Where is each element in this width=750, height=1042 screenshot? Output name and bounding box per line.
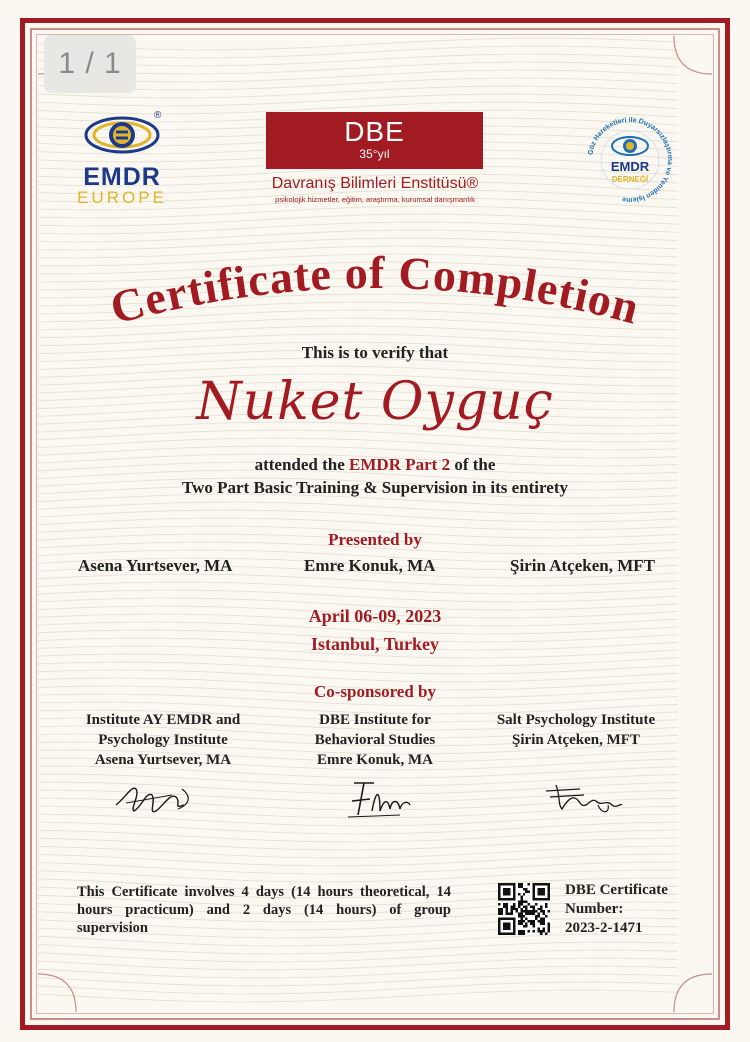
svg-text:Certificate of Completion: Certificate of Completion [105,250,646,334]
signature-2 [340,775,430,825]
sponsor-2-line-1: DBE Institute for [319,712,431,728]
svg-text:EMDR: EMDR [610,159,650,174]
cosponsored-heading: Co-sponsored by [313,682,437,701]
cert-number-label-2: Number: [565,901,624,917]
training-date: April 06-09, 2023 [308,606,442,626]
sponsor-1-line-1: Institute AY EMDR and [85,712,241,728]
registered-mark: ® [154,110,162,121]
sponsor-1-line-2: Psychology Institute [98,732,228,748]
attended-line [0,455,750,475]
certificate-note: This Certificate involves 4 days (14 hours theoretical, 14 hours practicum) and 2 days (14 hours) of group supervision [77,884,451,936]
recipient-name: Nuket Oyguç [196,372,554,432]
svg-text:Göz Hareketleri ile Duyarsızla: Göz Hareketleri ile Duyarsızlaştırma ve Yeniden İşleme [587,116,674,204]
signature-1 [112,775,202,825]
svg-text:DERNEĞİ: DERNEĞİ [611,175,649,184]
cert-number-value: 2023-2-1471 [565,920,643,936]
presenter-1: Asena Yurtsever, MA [78,556,233,575]
dbe-logo-box [266,112,483,169]
dbe-institute-name: Davranış Bilimleri Enstitüsü® [271,175,479,192]
sponsor-3-line-2: Şirin Atçeken, MFT [512,732,640,748]
sponsor-2-line-2: Behavioral Studies [314,732,436,748]
presented-by-heading: Presented by [328,530,422,549]
cert-number-label-1: DBE Certificate [565,882,668,898]
qr-code-icon [498,883,550,935]
emdr-dernegi-logo [584,114,676,206]
europe-logo-text: EUROPE [77,188,167,207]
sponsor-1 [63,710,263,770]
dbe-logo-title: DBE [344,116,405,147]
dbe-logo-years: 35°yıl [359,147,390,161]
sponsor-3-line-1: Salt Psychology Institute [496,712,656,728]
certificate-number-block [565,881,695,938]
signature-3 [540,775,630,825]
dbe-tagline: psikolojik hizmetler, eğitim, araştırma, kurumsal danışmanlık [275,195,475,204]
sponsor-2-line-3: Emre Konuk, MA [317,752,433,768]
sponsor-2 [275,710,475,770]
verify-line: This is to verify that [301,343,449,362]
page-counter: 1 / 1 [44,35,136,93]
sponsor-1-line-3: Asena Yurtsever, MA [94,752,232,768]
training-location: Istanbul, Turkey [310,634,440,654]
presenter-3: Şirin Atçeken, MFT [510,556,655,575]
sponsor-3 [476,710,676,750]
program-name: EMDR Part 2 [349,455,451,474]
attended-prefix: attended the [254,455,350,474]
program-description: Two Part Basic Training & Supervision in its entirety [182,478,568,497]
presenter-2: Emre Konuk, MA [304,556,436,575]
attended-suffix: of the [450,455,496,474]
emdr-logo-text: EMDR [83,163,161,191]
